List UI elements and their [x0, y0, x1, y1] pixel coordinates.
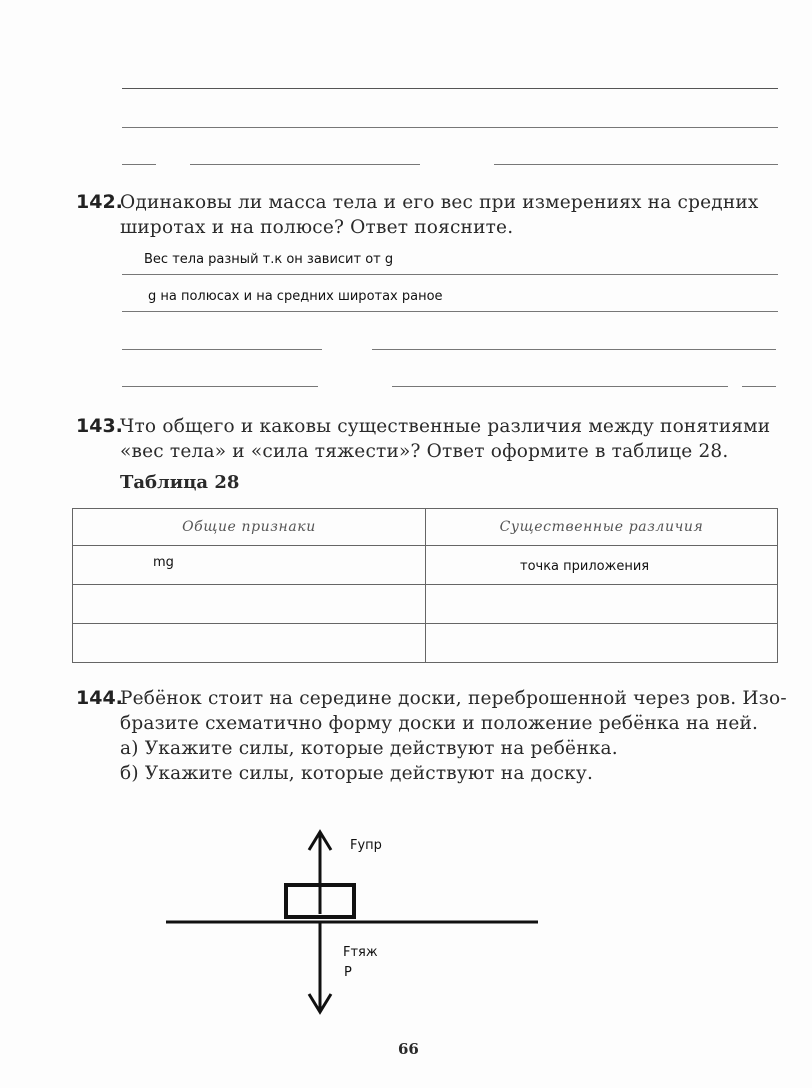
task-number: 143. [76, 415, 123, 437]
cell-text: mg [153, 555, 174, 570]
task-text-line: Ребёнок стоит на середине доски, переброшенной через ров. Изо- [120, 688, 787, 709]
task-text-line: широтах и на полюсе? Ответ поясните. [120, 217, 514, 238]
force-label-gravity: Fтяж [343, 945, 378, 960]
task-number: 142. [76, 191, 123, 213]
table-title: Таблица 28 [120, 472, 240, 493]
task-text-line: б) Укажите силы, которые действуют на доску. [120, 763, 594, 784]
task-text-line: бразите схематично форму доски и положение ребёнка на ней. [120, 713, 759, 734]
task-text-line: Одинаковы ли масса тела и его вес при измерениях на средних [120, 192, 759, 213]
handwritten-answer: g на полюсах и на средних широтах раное [148, 289, 443, 304]
page-number: 66 [398, 1040, 419, 1058]
cell-text: точка приложения [520, 559, 650, 574]
task-text-line: Что общего и каковы существенные различия между понятиями [120, 416, 771, 437]
force-label-weight: P [344, 965, 352, 980]
handwritten-answer: Вес тела разный т.к он зависит от g [144, 252, 394, 267]
task-text-line: а) Укажите силы, которые действуют на ребёнка. [120, 738, 618, 759]
task-text-line: «вес тела» и «сила тяжести»? Ответ оформите в таблице 28. [120, 441, 729, 462]
table-header-cell: Общие признаки [73, 509, 426, 546]
table-header-cell: Существенные различия [426, 509, 778, 546]
force-label-elastic: Fупр [350, 838, 382, 853]
task-number: 144. [76, 687, 123, 709]
